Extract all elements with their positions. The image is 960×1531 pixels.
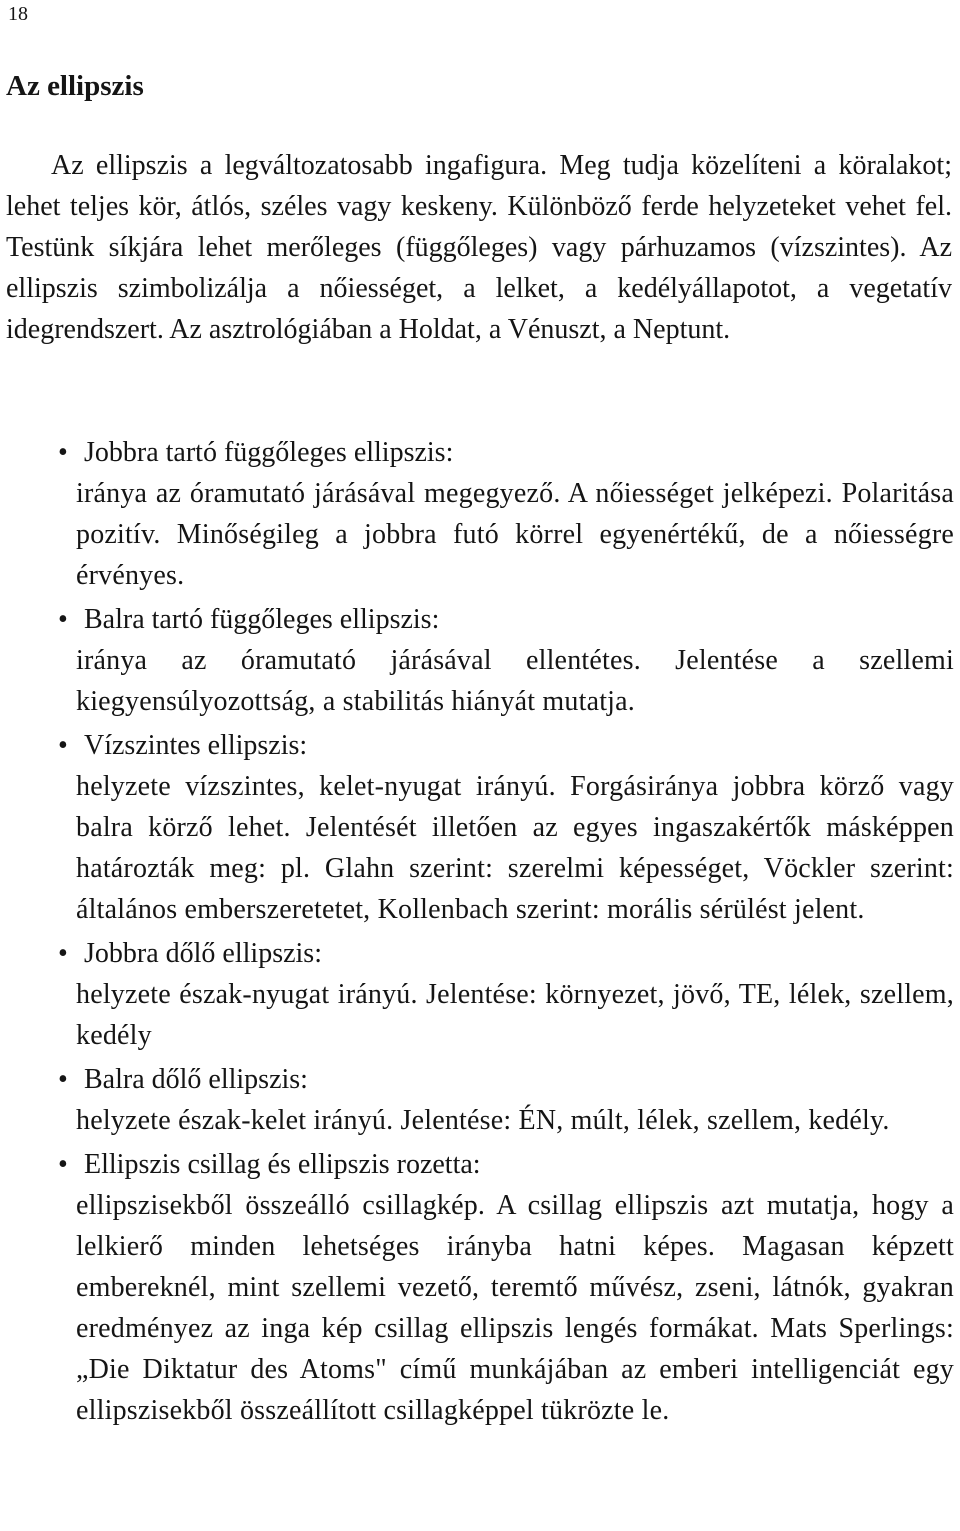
list-item-left-vertical-ellipse xyxy=(0,599,954,722)
item-heading: Vízszintes ellipszis: xyxy=(84,730,308,761)
item-body: ellipszisekből összeálló csillagkép. A csillag ellipszis azt mutatja, hogy a lelkierő minden lehetséges irányba hatni képes. Magasan képzett embereknél, mint szellemi vezető, teremtő művész, zseni, látnók, gyakran eredményez az inga kép csillag ellipszis lengés formákat. Mats Sperlings: „Die Diktatur des Atoms" című munkájában az emberi intelligenciát egy ellipszisekből összeállított csillagképpel tükrözte le. xyxy=(76,1190,954,1426)
list-item-right-vertical-ellipse xyxy=(0,432,954,596)
page-title: Az ellipszis xyxy=(6,70,144,102)
item-heading: Ellipszis csillag és ellipszis rozetta: xyxy=(84,1149,481,1180)
bullet-icon: • xyxy=(58,1064,68,1095)
list-item-right-tilted-ellipse xyxy=(0,933,954,1056)
bullet-icon: • xyxy=(58,730,68,761)
item-body: helyzete vízszintes, kelet-nyugat irányú. Forgásiránya jobbra körző vagy balra körző lehet. Jelentését illetően az egyes ingaszakértők másképpen határozták meg: pl. Glahn szerint: szerelmi képességet, Vöckler szerint: általános emberszeretetet, Kollenbach szerint: morális sérülést jelent. xyxy=(76,771,954,925)
list-item-horizontal-ellipse xyxy=(0,725,954,930)
item-body: helyzete észak-kelet irányú. Jelentése: ÉN, múlt, lélek, szellem, kedély. xyxy=(76,1105,890,1136)
item-heading: Jobbra dőlő ellipszis: xyxy=(84,938,322,969)
item-body: helyzete észak-nyugat irányú. Jelentése: környezet, jövő, TE, lélek, szellem, kedély xyxy=(76,979,954,1051)
bullet-icon: • xyxy=(58,604,68,635)
list-item-left-tilted-ellipse xyxy=(0,1059,954,1141)
item-body: iránya az óramutató járásával megegyező. A nőiességet jelképezi. Polaritása pozitív. Minőségileg a jobbra futó körrel egyenértékű, de a nőiességre érvényes. xyxy=(76,478,954,591)
item-body: iránya az óramutató járásával ellentétes. Jelentése a szellemi kiegyensúlyozottság, a stabilitás hiányát mutatja. xyxy=(76,645,954,717)
item-heading: Balra dőlő ellipszis: xyxy=(84,1064,308,1095)
bullet-icon: • xyxy=(58,1149,68,1180)
item-heading: Jobbra tartó függőleges ellipszis: xyxy=(84,437,454,468)
bullet-icon: • xyxy=(58,437,68,468)
page-number: 18 xyxy=(8,3,28,25)
item-heading: Balra tartó függőleges ellipszis: xyxy=(84,604,440,635)
intro-paragraph: Az ellipszis a legváltozatosabb ingafigura. Meg tudja közelíteni a köralakot; lehet teljes kör, átlós, széles vagy keskeny. Különböző ferde helyzeteket vehet fel. Testünk síkjára lehet merőleges (függőleges) vagy párhuzamos (vízszintes). Az ellipszis szimbolizálja a nőiességet, a lelket, a kedélyállapotot, a vegetatív idegrendszert. Az asztrológiában a Holdat, a Vénuszt, a Neptunt. xyxy=(6,150,952,345)
ellipse-type-list xyxy=(0,432,960,1434)
bullet-icon: • xyxy=(58,938,68,969)
list-item-ellipse-star-rosette xyxy=(0,1144,954,1431)
